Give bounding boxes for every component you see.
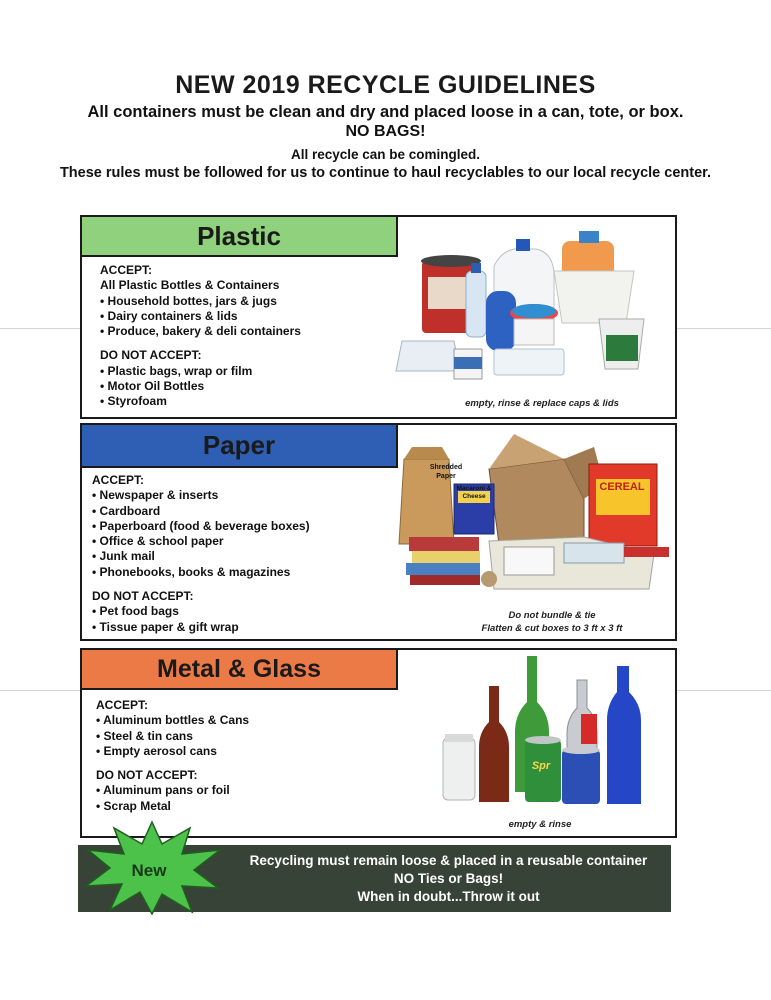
list-item: • Office & school paper xyxy=(92,534,224,549)
list-item: • Produce, bakery & deli containers xyxy=(100,324,301,339)
mac-box-label: Macaroni & Cheese xyxy=(456,485,492,500)
metal-reject-heading: DO NOT ACCEPT: xyxy=(96,768,198,783)
paper-caption-line1: Do not bundle & tie xyxy=(508,610,596,621)
plastic-containers-illustration xyxy=(374,231,664,391)
can-label: Spr xyxy=(531,760,551,772)
comingled-notice: All recycle can be comingled. xyxy=(290,147,481,162)
paper-list xyxy=(92,473,310,635)
metal-glass-section xyxy=(80,648,677,838)
list-item: • Phonebooks, books & magazines xyxy=(92,564,291,579)
plastic-section xyxy=(80,215,677,419)
paper-accept-heading: ACCEPT: xyxy=(92,473,145,487)
paper-items-illustration xyxy=(394,429,674,599)
metal-glass-illustration xyxy=(437,652,647,810)
page-header xyxy=(0,70,771,183)
list-item: • Scrap Metal xyxy=(96,798,171,813)
footer-message xyxy=(226,852,671,906)
footer-line1: Recycling must remain loose & placed in a reusable container xyxy=(249,853,648,868)
list-item: All Plastic Bottles & Containers xyxy=(100,278,280,293)
metal-accept-heading: ACCEPT: xyxy=(96,698,149,712)
list-item: • Cardboard xyxy=(92,503,161,518)
list-item: • Newspaper & inserts xyxy=(92,488,219,503)
plastic-accept-heading: ACCEPT: xyxy=(100,263,153,277)
list-item: • Aluminum bottles & Cans xyxy=(96,713,250,728)
plastic-list xyxy=(100,263,301,410)
paper-caption-line2: Flatten & cut boxes to 3 ft x 3 ft xyxy=(481,623,623,634)
metal-glass-list xyxy=(96,698,249,814)
page-title: NEW 2019 RECYCLE GUIDELINES xyxy=(175,71,596,99)
plastic-banner: Plastic xyxy=(82,217,398,257)
list-item: • Tissue paper & gift wrap xyxy=(92,619,239,634)
list-item: • Dairy containers & lids xyxy=(100,308,238,323)
list-item: • Paperboard (food & beverage boxes) xyxy=(92,518,310,533)
list-item: • Pet food bags xyxy=(92,604,179,619)
list-item: • Aluminum pans or foil xyxy=(96,783,230,798)
rules-notice: These rules must be followed for us to continue to haul recyclables to our local recycle center. xyxy=(59,165,712,181)
container-rule: All containers must be clean and dry and placed loose in a can, tote, or box. xyxy=(87,103,684,121)
paper-section xyxy=(80,423,677,641)
list-item: • Junk mail xyxy=(92,549,155,564)
paper-reject-heading: DO NOT ACCEPT: xyxy=(92,589,194,604)
footer-line2: NO Ties or Bags! xyxy=(393,871,504,886)
list-item: • Motor Oil Bottles xyxy=(100,379,205,394)
metal-glass-caption: empty & rinse xyxy=(508,819,572,830)
list-item: • Empty aerosol cans xyxy=(96,743,217,758)
plastic-caption: empty, rinse & replace caps & lids xyxy=(465,398,619,409)
paper-banner: Paper xyxy=(82,425,398,468)
footer-line3: When in doubt...Throw it out xyxy=(357,889,540,904)
cereal-box-label: CEREAL xyxy=(599,481,645,493)
no-bags-notice: NO BAGS! xyxy=(345,123,426,140)
shredded-paper-label: Shredded Paper xyxy=(429,464,463,480)
list-item: • Styrofoam xyxy=(100,394,167,409)
list-item: • Household bottes, jars & jugs xyxy=(100,293,277,308)
list-item: • Steel & tin cans xyxy=(96,728,193,743)
new-starburst-badge xyxy=(82,820,222,915)
paper-caption xyxy=(442,609,662,635)
list-item: • Plastic bags, wrap or film xyxy=(100,363,253,378)
plastic-reject-heading: DO NOT ACCEPT: xyxy=(100,348,202,363)
metal-glass-banner: Metal & Glass xyxy=(82,650,398,690)
new-badge-label: New xyxy=(131,861,167,880)
